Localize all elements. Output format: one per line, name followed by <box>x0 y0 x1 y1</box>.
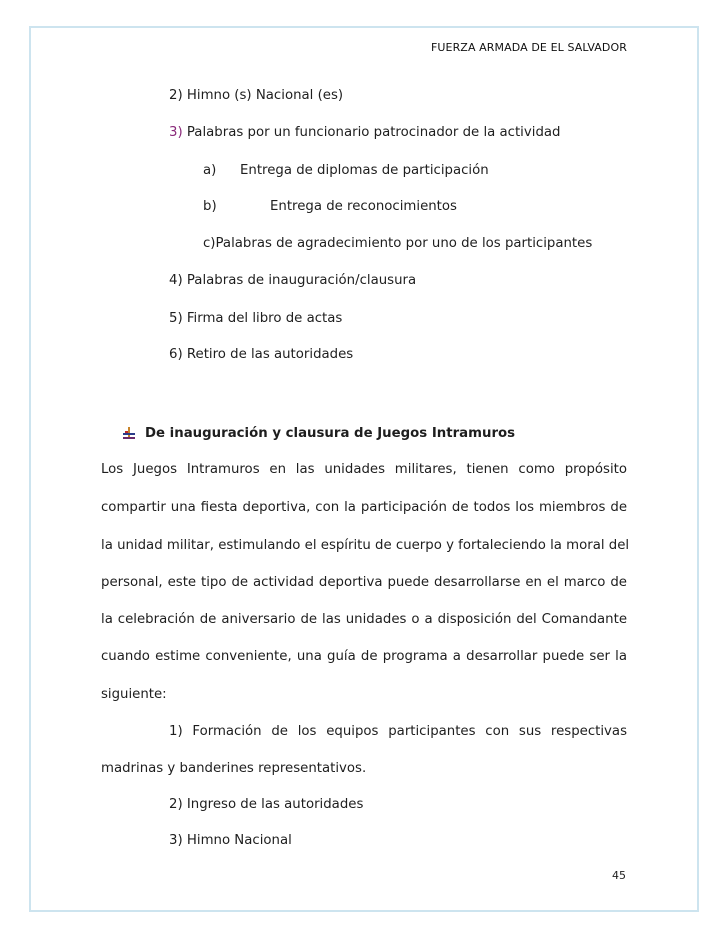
list-item: 2) Ingreso de las autoridades <box>169 797 364 812</box>
paragraph-line: cuando estime conveniente, una guía de programa a desarrollar puede ser la <box>101 649 627 664</box>
list-item-number: 3) <box>169 125 183 140</box>
paragraph-line: la unidad militar, estimulando el espíritu de cuerpo y fortaleciendo la moral del <box>101 538 630 553</box>
list-item-continuation: madrinas y banderines representativos. <box>101 761 367 776</box>
list-item: 1) Formación de los equipos participantes con sus respectivas <box>169 724 627 739</box>
paragraph-line: compartir una fiesta deportiva, con la participación de todos los miembros de <box>101 500 627 515</box>
list-item-text: Palabras por un funcionario patrocinador de la actividad <box>182 125 561 140</box>
sub-item: c)Palabras de agradecimiento por uno de los participantes <box>203 236 593 251</box>
sub-item-label: a) <box>203 163 217 178</box>
list-item: 5) Firma del libro de actas <box>169 311 343 326</box>
list-item: 3) Himno Nacional <box>169 833 292 848</box>
sub-item-text: Entrega de reconocimientos <box>270 199 457 214</box>
list-item: 2) Himno (s) Nacional (es) <box>169 88 344 103</box>
page-number: 45 <box>612 869 626 882</box>
bullet-marker-icon <box>122 426 136 440</box>
paragraph-line: Los Juegos Intramuros en las unidades militares, tienen como propósito <box>101 462 627 477</box>
paragraph-line: siguiente: <box>101 687 167 702</box>
sub-item-text: Entrega de diplomas de participación <box>240 163 489 178</box>
list-item: 4) Palabras de inauguración/clausura <box>169 273 417 288</box>
list-item: 6) Retiro de las autoridades <box>169 347 354 362</box>
paragraph-line: personal, este tipo de actividad deportiva puede desarrollarse en el marco de <box>101 575 627 590</box>
section-heading: De inauguración y clausura de Juegos Intramuros <box>145 426 516 441</box>
document-header: FUERZA ARMADA DE EL SALVADOR <box>430 41 627 54</box>
paragraph-line: la celebración de aniversario de las unidades o a disposición del Comandante <box>101 612 627 627</box>
sub-item-label: b) <box>203 199 217 214</box>
list-item <box>169 125 560 141</box>
